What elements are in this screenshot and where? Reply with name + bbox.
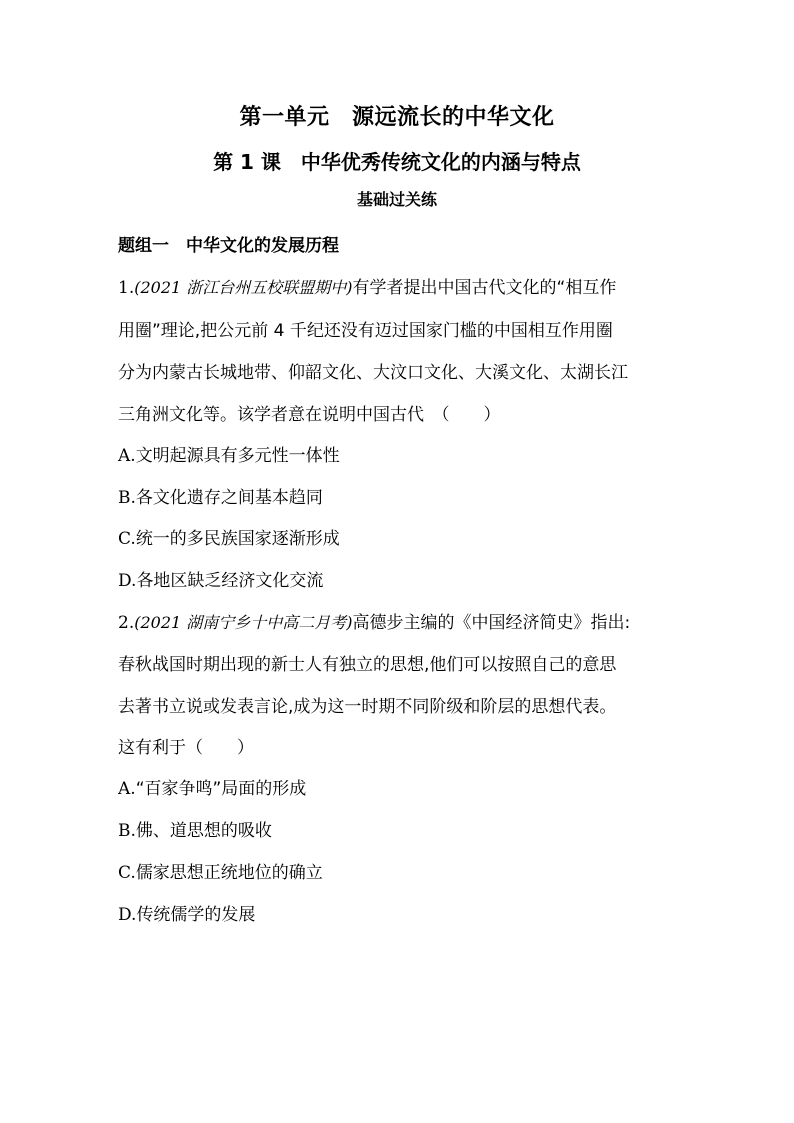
question-2-line-4: 这有利于（ ） — [118, 738, 254, 758]
option-text: 各文化遗存之间基本趋同 — [135, 488, 323, 508]
question-1-option-d — [118, 566, 323, 591]
question-1-line-4: 三角洲文化等。该学者意在说明中国古代 （ ） — [118, 405, 501, 425]
question-number: 2. — [118, 613, 135, 633]
option-letter: C. — [118, 529, 136, 549]
option-letter: B. — [118, 821, 136, 841]
option-text: 各地区缺乏经济文化交流 — [136, 571, 324, 591]
question-1-option-b — [118, 483, 323, 508]
option-letter: D. — [118, 571, 137, 591]
option-letter: D. — [118, 905, 137, 925]
question-2-line-3: 去著书立说或发表言论,成为这一时期不同阶级和阶层的思想代表。 — [118, 697, 617, 717]
option-text: 佛、道思想的吸收 — [135, 821, 272, 841]
option-text: 统一的多民族国家逐渐形成 — [135, 529, 340, 549]
question-2-option-d — [118, 900, 255, 925]
question-1-line-1 — [118, 273, 616, 298]
option-letter: A. — [118, 446, 136, 466]
question-source: (2021 湖南宁乡十中高二月考) — [134, 613, 353, 632]
question-source: (2021 浙江台州五校联盟期中) — [134, 278, 353, 297]
question-2-line-2: 春秋战国时期出现的新士人有独立的思想,他们可以按照自己的意思 — [118, 655, 617, 675]
question-2-option-b — [118, 816, 272, 841]
option-text: 文明起源具有多元性一体性 — [135, 446, 340, 466]
group-heading: 题组一 中华文化的发展历程 — [118, 236, 339, 256]
question-number: 1. — [118, 278, 135, 298]
option-letter: B. — [118, 488, 136, 508]
question-text: 高德步主编的《中国经济简史》指出: — [352, 613, 631, 633]
option-text: “百家争鸣”局面的形成 — [135, 779, 307, 799]
question-2-option-c — [118, 858, 323, 883]
lesson-title: 第 1 课 中华优秀传统文化的内涵与特点 — [213, 150, 581, 174]
unit-title: 第一单元 源远流长的中华文化 — [239, 105, 555, 130]
option-letter: A. — [118, 779, 136, 799]
option-letter: C. — [118, 863, 136, 883]
question-1-line-3: 分为内蒙古长城地带、仰韶文化、大汶口文化、大溪文化、太湖长江 — [118, 363, 628, 383]
option-text: 儒家思想正统地位的确立 — [135, 863, 323, 883]
question-1-option-c — [118, 524, 340, 549]
question-2-line-1 — [118, 608, 630, 633]
question-1-option-a — [118, 441, 340, 466]
question-2-option-a — [118, 774, 306, 799]
option-text: 传统儒学的发展 — [136, 905, 256, 925]
question-1-line-2: 用圈”理论,把公元前 4 千纪还没有迈过国家门槛的中国相互作用圈 — [118, 321, 613, 341]
section-title: 基础过关练 — [356, 190, 437, 209]
question-text: 有学者提出中国古代文化的“相互作 — [352, 278, 617, 298]
